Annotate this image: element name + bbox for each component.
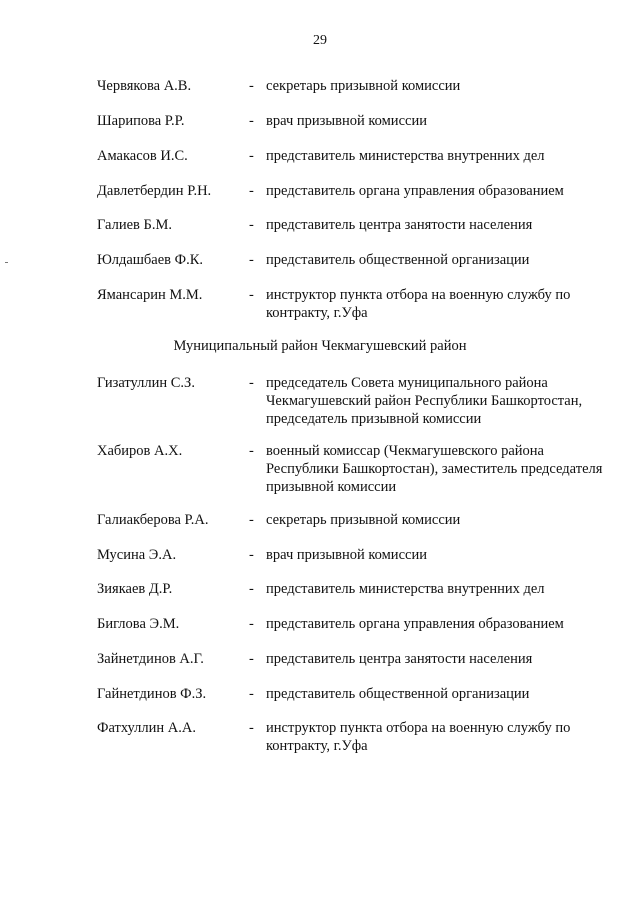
dash: - [249,287,254,303]
member-name: Давлетбердин Р.Н. [97,183,212,199]
member-role: представитель министерства внутренних дел [266,148,545,164]
dash: - [249,148,254,164]
member-role: врач призывной комиссии [266,113,427,129]
member-name: Ямансарин М.М. [97,287,203,303]
member-name: Биглова Э.М. [97,616,180,632]
dash: - [249,113,254,129]
dash: - [249,720,254,736]
dash: - [249,375,254,391]
dash: - [249,581,254,597]
member-role: инструктор пункта отбора на военную службу по контракту, г.Уфа [266,720,571,754]
member-name: Червякова А.В. [97,78,192,94]
dash: - [249,686,254,702]
member-role: секретарь призывной комиссии [266,78,461,94]
member-name: Гизатуллин С.З. [97,375,195,391]
dash: - [249,217,254,233]
member-name: Зиякаев Д.Р. [97,581,173,597]
dash: - [249,443,254,459]
margin-mark [5,262,8,263]
member-name: Амакасов И.С. [97,148,188,164]
member-name: Гайнетдинов Ф.З. [97,686,207,702]
member-role: представитель общественной организации [266,686,530,702]
member-name: Галиев Б.М. [97,217,172,233]
member-name: Шарипова Р.Р. [97,113,185,129]
member-role: представитель центра занятости населения [266,651,533,667]
member-role: военный комиссар (Чекмагушевского района Республики Башкортостан), заместитель председателя призывной комиссии [266,443,603,495]
dash: - [249,252,254,268]
member-role: представитель общественной организации [266,252,530,268]
dash: - [249,183,254,199]
member-role: врач призывной комиссии [266,547,427,563]
dash: - [249,512,254,528]
member-role: инструктор пункта отбора на военную службу по контракту, г.Уфа [266,287,571,321]
member-name: Мусина Э.А. [97,547,177,563]
dash: - [249,78,254,94]
member-name: Фатхуллин А.А. [97,720,196,736]
member-name: Хабиров А.Х. [97,443,183,459]
page-number: 29 [313,33,327,48]
member-role: представитель центра занятости населения [266,217,533,233]
dash: - [249,651,254,667]
member-role: председатель Совета муниципального района Чекмагушевский район Республики Башкортостан, председатель призывной комиссии [266,375,583,427]
member-role: представитель органа управления образованием [266,616,564,632]
member-name: Галиакберова Р.А. [97,512,209,528]
member-role: представитель органа управления образованием [266,183,564,199]
section-title: Муниципальный район Чекмагушевский район [173,338,467,354]
dash: - [249,616,254,632]
member-name: Зайнетдинов А.Г. [97,651,204,667]
member-role: представитель министерства внутренних дел [266,581,545,597]
member-role: секретарь призывной комиссии [266,512,461,528]
dash: - [249,547,254,563]
member-name: Юлдашбаев Ф.К. [97,252,204,268]
